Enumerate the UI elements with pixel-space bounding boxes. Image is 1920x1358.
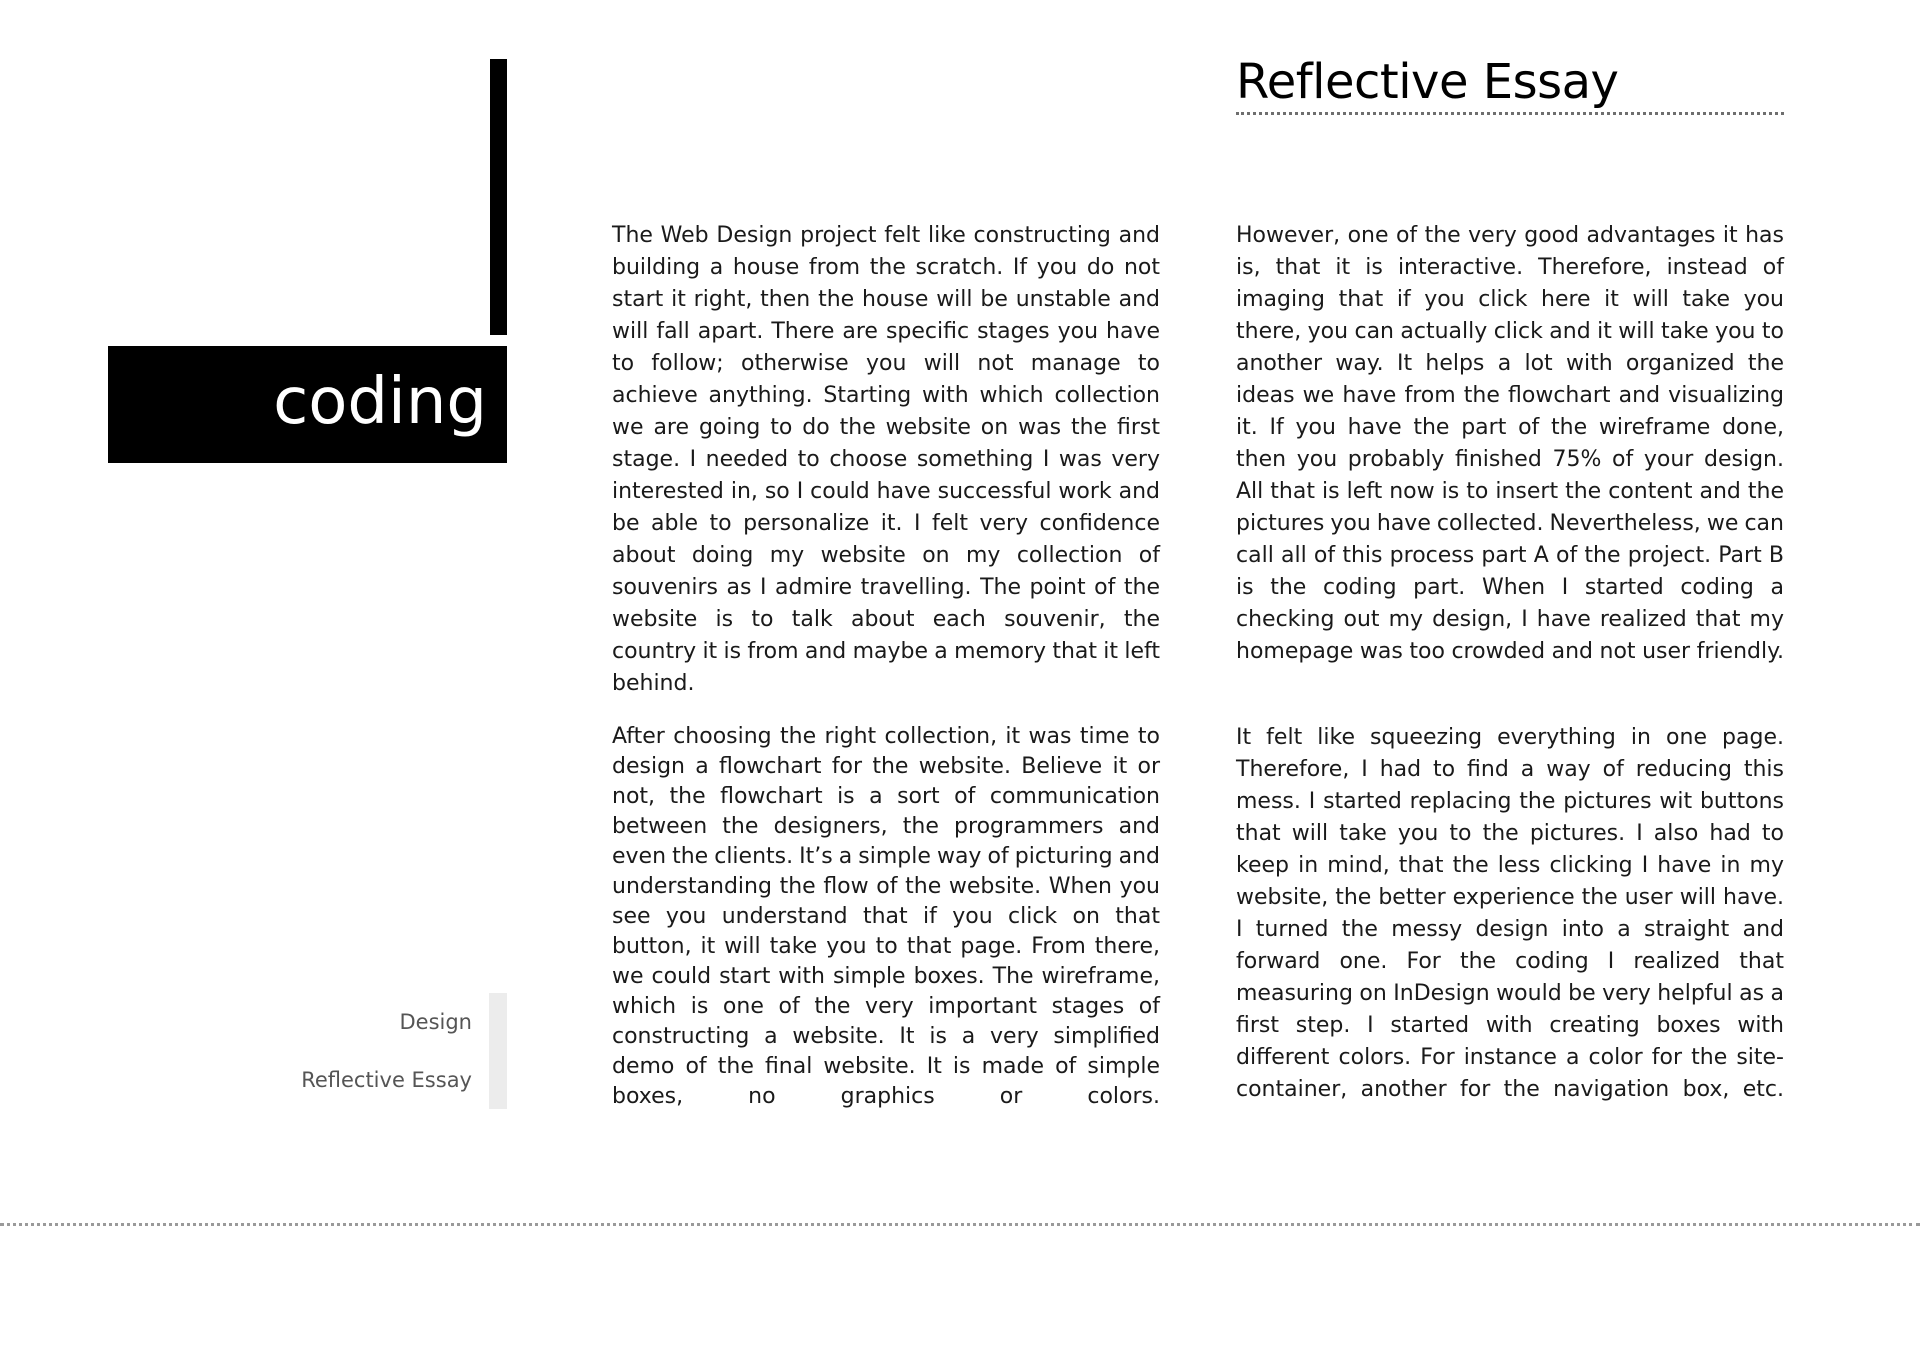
side-nav-indicator-bar (489, 993, 507, 1109)
essay-paragraph-1: The Web Design project felt like constructing and building a house from the scratch. If you do not start it right, then the house will be unstable and will fall apart. There are specific stages you have to follow; otherwise you will not manage to achieve anything. Starting with which collection we are going to do the website on was the first stage. I needed to choose something I was very interested in, so I could have successful work and be able to personalize it. I felt very confidence about doing my website on my collection of souvenirs as I admire travelling. The point of the website is to talk about each souvenir, the country it is from and maybe a memory that it left behind. (612, 223, 1160, 696)
essay-paragraph-2: However, one of the very good advantages it has is, that it is interactive. Therefore, instead of imaging that if you click here it will take you there, you can actually click and it will take you to another way. It helps a lot with organized the ideas we have from the flowchart and visualizing it. If you have the part of the wireframe done, then you probably finished 75% of your design. All that is left now is to insert the content and the pictures you have collected. Nevertheless, we can call all of this process part A of the project. Part B is the coding part. When I started coding a checking out my design, I have realized that my homepage was too crowded and not user friendly. (1236, 223, 1784, 664)
nav-link-reflective-essay[interactable]: Reflective Essay (301, 1068, 472, 1092)
title-dotted-rule (1236, 112, 1784, 115)
side-navigation (250, 993, 472, 1109)
vertical-accent-bar (490, 59, 507, 335)
section-label: coding (273, 364, 487, 439)
nav-link-design[interactable]: Design (399, 1010, 472, 1034)
page-title: Reflective Essay (1236, 54, 1619, 110)
footer-dotted-rule (0, 1223, 1920, 1226)
essay-paragraph-4: It felt like squeezing everything in one page. Therefore, I had to find a way of reducing this mess. I started replacing the pictures wit buttons that will take you to the pictures. I also had to keep in mind, that the less clicking I have in my website, the better experience the user will have. I turned the messy design into a straight and forward one. For the coding I realized that measuring on InDesign would be very helpful as a first step. I started with creating boxes with different colors. For instance a color for the site-container, another for the navigation box, etc. (1236, 725, 1784, 1102)
essay-paragraph-3: After choosing the right collection, it was time to design a flowchart for the website. Believe it or not, the flowchart is a sort of communication between the designers, the programmers and even the clients. It’s a simple way of picturing and understanding the flow of the website. When you see you understand that if you click on that button, it will take you to that page. From there, we could start with simple boxes. The wireframe, which is one of the very important stages of constructing a website. It is a very simplified demo of the final website. It is made of simple boxes, no graphics or colors. (612, 724, 1160, 1109)
section-label-box (108, 346, 507, 463)
